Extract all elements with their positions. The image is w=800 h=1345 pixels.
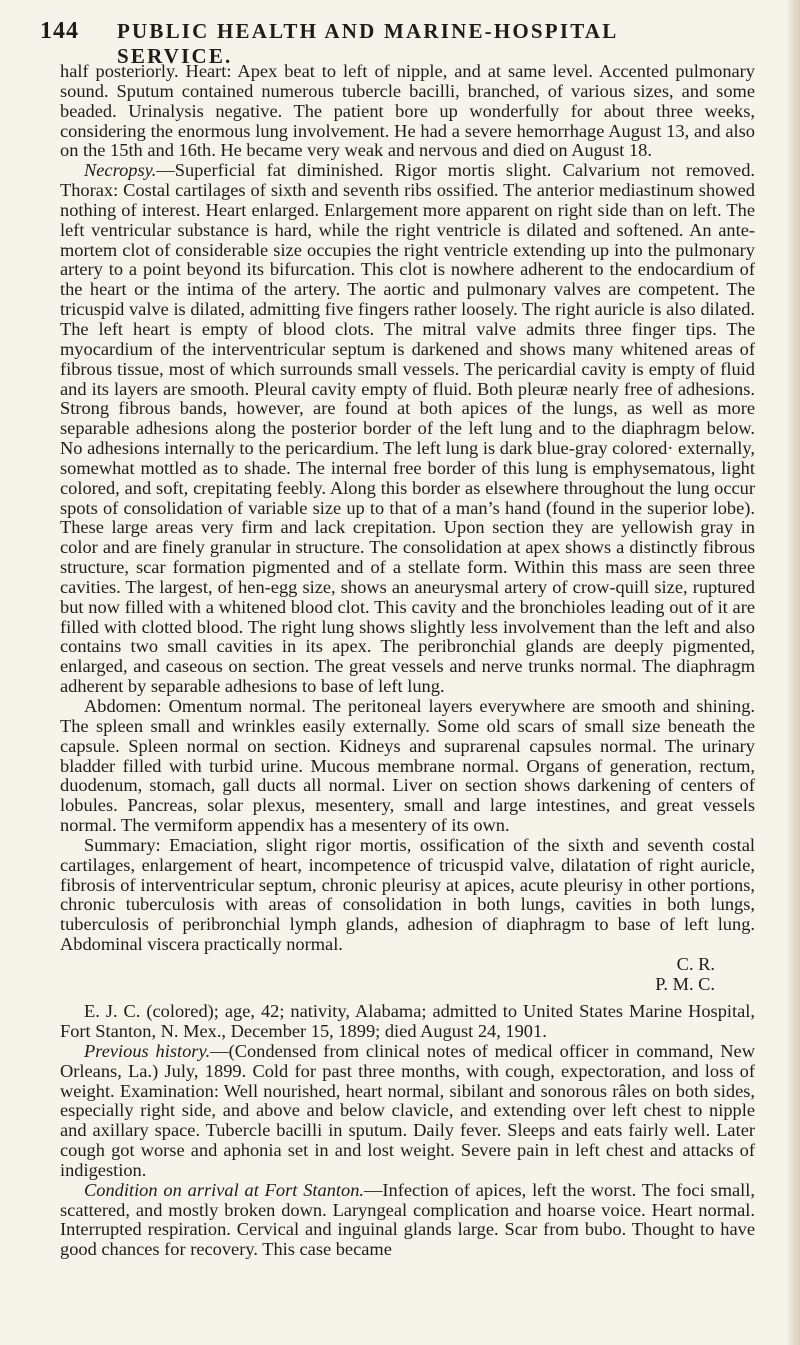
page-number: 144 <box>40 18 79 44</box>
paragraph-text: —Superficial fat diminished. Rigor mortis slight. Calvarium not removed. Thorax: Costal cartilages of sixth and seventh ribs ossified. The anterior mediastinum showed nothing of interest. Heart enlarged. Enlargement more apparent on right side than on left. The left ventricular substance is hard, while the right ventricle is dilated and softened. An ante-mortem clot of considerable size occupies the right ventricle extending up into the pulmonary artery to a point beyond its bifurcation. This clot is nowhere adherent to the endocardium of the heart or the intima of the artery. The aortic and pulmonary valves are competent. The tricuspid valve is dilated, admitting five fingers rather loosely. The right auricle is also dilated. The left heart is empty of blood clots. The mitral valve admits three finger tips. The myocardium of the interventricular septum is darkened and shows many whitened areas of fibrous tissue, most of which surrounds small vessels. The pericardial cavity is empty of fluid and its layers are smooth. Pleural cavity empty of fluid. Both pleuræ nearly free of adhesions. Strong fibrous bands, however, are found at both apices of the lungs, as well as more separable adhesions along the posterior border of the left lung and to the diaphragm below. No adhesions internally to the pericardium. The left lung is dark blue-gray colored· externally, somewhat mottled as to shade. The internal free border of this lung is emphysematous, light colored, and soft, crepitating feebly. Along this border as elsewhere throughout the lung occur spots of consolidation of variable size up to that of a man’s hand (found in the superior lobe). These large areas very firm and lack crepitation. Upon section they are yellowish gray in color and are finely granular in structure. The consolidation at apex shows a distinctly fibrous structure, scar formation pigmented and of a stellate form. Within this mass are seen three cavities. The largest, of hen-egg size, shows an aneurysmal artery of crow-quill size, ruptured but now filled with a whitened blood clot. This cavity and the bronchioles leading out of it are filled with clotted blood. The right lung shows slightly less involvement than the left and also contains two small cavities in its apex. The peribronchial glands are deeply pigmented, enlarged, and caseous on section. The great vessels and nerve trunks normal. The diaphragm adherent by separable adhesions to base of left lung. <box>60 160 755 697</box>
paragraph-text: Summary: Emaciation, slight rigor mortis, ossification of the sixth and seventh costal cartilages, enlargement of heart, incompetence of tricuspid valve, dilatation of right auricle, fibrosis of interventricular septum, chronic pleurisy at apices, acute pleurisy in other portions, chronic tuberculosis with areas of consolidation in both lungs, cavities in both lungs, tuberculosis of peribronchial lymph glands, adhesion of diaphragm to base of left lung. Abdominal viscera practically normal. <box>60 834 755 955</box>
page-header <box>40 18 740 68</box>
paragraph-text: E. J. C. (colored); age, 42; nativity, Alabama; admitted to United States Marine Hospital, Fort Stanton, N. Mex., December 15, 1899; died August 24, 1901. <box>60 1001 755 1041</box>
paragraph-text: Abdomen: Omentum normal. The peritoneal layers everywhere are smooth and shining. The spleen small and wrinkles easily externally. Some old scars of small size beneath the capsule. Spleen normal on section. Kidneys and suprarenal capsules normal. The urinary bladder filled with turbid urine. Mucous membrane normal. Organs of generation, rectum, duodenum, stomach, gall ducts all normal. Liver on section shows darkening of centers of lobules. Pancreas, solar plexus, mesentery, small and large intestines, and great vessels normal. The vermiform appendix has a mesentery of its own. <box>60 696 755 836</box>
paragraph-summary <box>60 836 755 955</box>
paragraph-condition-on-arrival <box>60 1181 755 1260</box>
paragraph-lead: Previous history. <box>84 1040 211 1061</box>
running-head: PUBLIC HEALTH AND MARINE-HOSPITAL SERVICE. <box>117 19 618 68</box>
page-edge <box>786 0 800 1345</box>
body-text <box>60 62 755 1260</box>
paragraph-lead: Condition on arrival at Fort Stanton. <box>84 1179 364 1200</box>
paragraph-previous-history <box>60 1042 755 1181</box>
paragraph-case-intro <box>60 1002 755 1042</box>
signature-initials: C. R. <box>676 953 715 974</box>
paragraph-text: —(Condensed from clinical notes of medical officer in command, New Orleans, La.) July, 1899. Cold for past three months, with cough, expectoration, and loss of weight. Examination: Well nourished, heart normal, sibilant and sonorous râles on both sides, especially right side, and above and below clavicle, and extending over left chest to nipple and axillary space. Tubercle bacilli in sputum. Daily fever. Sleeps and eats fairly well. Later cough got worse and aphonia set in and lost weight. Severe pain in left chest and attacks of indigestion. <box>60 1040 755 1180</box>
paragraph-text: —Infection of apices, left the worst. The foci small, scattered, and mostly broken down. Laryngeal complication and hoarse voice. Heart normal. Interrupted respiration. Cervical and inguinal glands large. Scar from bubo. Thought to have good chances for recovery. This case became <box>60 1179 755 1260</box>
signature-title: P. M. C. <box>655 973 715 994</box>
paragraph-lead: Necropsy. <box>84 160 157 181</box>
paragraph-abdomen <box>60 697 755 836</box>
paragraph-necropsy <box>60 161 755 697</box>
paragraph-continuation <box>60 62 755 161</box>
paragraph-text: half posteriorly. Heart: Apex beat to left of nipple, and at same level. Accented pulmonary sound. Sputum contained numerous tubercle bacilli, branched, of various sizes, and some beaded. Urinalysis negative. The patient bore up wonderfully for about three weeks, considering the enormous lung involvement. He had a severe hemorrhage August 13, and also on the 15th and 16th. He became very weak and nervous and died on August 18. <box>60 61 755 161</box>
